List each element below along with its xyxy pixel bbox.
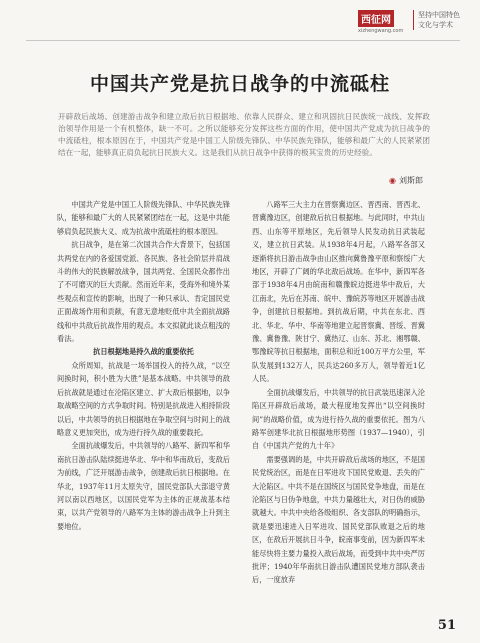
logo-subtext: xizhengwang.com [358,28,404,34]
paragraph: 八路军三大主力在晋察冀边区、晋西南、晋西北、晋冀豫边区，创建敌后抗日根据地。与此同时，中共山西、山东等平原地区，先后领导人民发动抗日武装起义，建立抗日武装。从1938年4月起，八路军各部又逐渐将抗日游击战争由山区推向冀鲁豫平原和察绥广大地区，开辟了广阔的华北敌后战场。在华中，新四军各部于1938年4月由皖南和赣豫皖边挺进华中敌后，大江南北，先后在苏南、皖中、豫皖苏等地区开展游击战争，创建抗日根据地。到抗战后期，中共在东北、西北、华北、华中、华南等地建立起晋察冀、晋绥、晋冀豫、冀鲁豫、陕甘宁、冀热辽、山东、苏北、湘鄂赣、鄂豫皖等抗日根据地，面积总和近100万平方公里，军队发展到132万人，民兵达260多万人，领导着近1亿人民。 [252,200,425,384]
paragraph: 全面抗战爆发后，中共领导的抗日武装迅速深入沦陷区开辟敌后战场，最大程度地发挥出“以空间换时间”的战略价值，成为进行持久战的重要依托。图为八路军创建华北抗日根据地形势图（1937—1940），引自《中国共产党的九十年》 [252,387,425,451]
column-tag [413,10,468,30]
author-marker-icon: ◉ [389,176,396,185]
page-number: 51 [437,618,456,633]
author-line [389,175,423,186]
right-column [252,198,425,587]
section-subheading: 抗日根据地是持久战的重要依托 [93,347,194,357]
publication-logo [358,8,406,34]
logo-text: 西征网 [358,10,394,27]
left-column [57,198,230,533]
author-name: 刘斯郎 [399,176,423,185]
column-tag-line-2: 文化与学术 [418,21,453,29]
paragraph: 全面抗战爆发后，中共领导的八路军、新四军和华南抗日游击队陆续挺进华北、华中和华南敌后，变敌后为前线，广泛开展游击战争，创建敌后抗日根据地。在华北，1937年11月太原失守，国民党部队大部退守黄河以南以西地区，以国民党军为主体的正规战基本结束，以共产党领导的八路军为主体的游击战争上升到主要地位。 [57,441,230,531]
paragraph: 需要强调的是，中共开辟敌后战场的地区，不是国民党统治区，而是在日军进攻下国民党败退、丢失的广大沦陷区。中共不是在国统区与国民党争地盘，而是在沦陷区与日伪争地盘，中共力量越壮大，对日伪的威胁就越大。中共中央给各级组织、各支部队的明确指示，就是要迅速进入日军进攻、国民党部队败退之后的地区，在敌后开展抗日斗争，皖南事变前，因为新四军未能尽快将主要力量投入敌后战场，而受到中共中央严厉批评；1940年华南抗日游击队遭国民党地方部队袭击后，一度放弃 [252,454,425,585]
column-tag-line-1: 坚持中国特色 [418,11,460,19]
article-title: 中国共产党是抗日战争的中流砥柱 [89,73,390,95]
paragraph: 众所周知，抗战是一场举国投入的持久战，“以空间换时间，积小胜为大胜”是基本战略。中共领导的敌后抗战就是通过在沦陷区建立、扩大敌后根据地，以争取战略空间的方式争取时间。特别是抗战进入相持阶段以后，中共领导的抗日根据地在争取空间与时间上的战略意义更加突出，成为进行持久战的重要载托。 [57,360,230,437]
header-rule [26,40,460,41]
paragraph: 抗日战争，是在第二次国共合作大背景下，包括国共两党在内的各爱国党派、各民族、各社会阶层并肩战斗的伟大的民族解放战争，国共两党、全国民众都作出了不可磨灭的巨大贡献。然而近年来，受海外和境外某些观点和宣传的影响，出现了一种只承认、肯定国民党正面战场作用和贡献，有意无意地贬低中共全面抗战路线和中共敌后抗战作用的观点。本文拟就此谈点粗浅的看法。 [57,240,230,344]
article-abstract: 开辟敌后战场、创建游击战争和建立敌后抗日根据地、依靠人民群众、建立和巩固抗日民族统一战线、发挥政治领导作用是一个有机整体，缺一不可。之所以能够充分发挥这些方面的作用，使中国共产党成为抗日战争的中流砥柱，根本原因在于，中国共产党是中国工人阶级先锋队、中华民族先锋队，能够和最广大的人民紧紧团结在一起，能够真正肩负起抗日民族大义。这是我们从抗日战争中获得的极其宝贵的历史经验。 [58,112,430,157]
paragraph: 中国共产党是中国工人阶级先锋队、中华民族先锋队，能够和最广大的人民紧紧团结在一起，这是中共能够肩负起民族大义、成为抗战中流砥柱的根本原因。 [57,200,230,236]
